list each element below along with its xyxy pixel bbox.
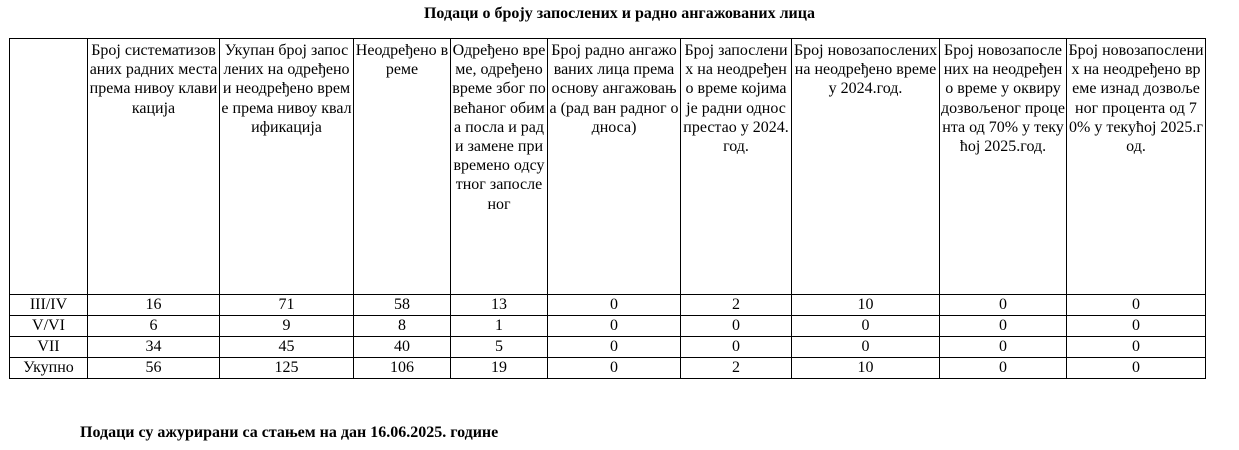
header-level <box>10 39 88 295</box>
cell-value: 0 <box>681 316 792 337</box>
cell-value: 0 <box>548 337 681 358</box>
cell-level: V/VI <box>10 316 88 337</box>
cell-value: 0 <box>1067 316 1206 337</box>
header-total-employees: Укупан број запослених на одређено и неодређено време према нивоу квалификација <box>220 39 354 295</box>
header-indefinite-term: Неодређено време <box>354 39 451 295</box>
table-row-iii-iv <box>10 295 1206 316</box>
cell-value: 58 <box>354 295 451 316</box>
cell-level: VII <box>10 337 88 358</box>
cell-value: 0 <box>1067 358 1206 379</box>
table-row-v-vi <box>10 316 1206 337</box>
header-new-hires-within-quota: Број новозапослених на неодређено време у оквиру дозвољеног процента од 70% у текућој 2025.год. <box>940 39 1067 295</box>
cell-value: 71 <box>220 295 354 316</box>
header-engaged-persons: Број радно ангажованих лица према основу ангажовања (рад ван радног односа) <box>548 39 681 295</box>
cell-value: 13 <box>451 295 548 316</box>
cell-value: 0 <box>940 358 1067 379</box>
cell-value: 2 <box>681 295 792 316</box>
cell-value: 106 <box>354 358 451 379</box>
cell-value: 6 <box>88 316 220 337</box>
update-date-note: Подаци су ажурирани са стањем на дан 16.06.2025. године <box>80 424 499 441</box>
cell-value: 0 <box>940 316 1067 337</box>
cell-value: 1 <box>451 316 548 337</box>
cell-value: 19 <box>451 358 548 379</box>
cell-level: III/IV <box>10 295 88 316</box>
cell-value: 8 <box>354 316 451 337</box>
cell-value: 0 <box>548 295 681 316</box>
cell-value: 16 <box>88 295 220 316</box>
header-terminated-2024: Број запослених на неодређено време којима је радни однос престао у 2024. год. <box>681 39 792 295</box>
header-fixed-term: Одређено време, одређено време због повећаног обима посла и ради замене привремено одсутног запосленог <box>451 39 548 295</box>
employee-data-table <box>9 38 1206 379</box>
table-row-vii <box>10 337 1206 358</box>
table-row-total <box>10 358 1206 379</box>
header-systematized-positions: Број систематизованих радних места према нивоу клавикација <box>88 39 220 295</box>
cell-value: 0 <box>548 316 681 337</box>
cell-value: 5 <box>451 337 548 358</box>
header-new-hires-above-quota: Број новозапослених на неодређено време изнад дозвољеног процента од 70% у текућој 2025.год. <box>1067 39 1206 295</box>
cell-value: 0 <box>681 337 792 358</box>
cell-value: 2 <box>681 358 792 379</box>
cell-value: 0 <box>1067 337 1206 358</box>
cell-value: 10 <box>792 358 940 379</box>
cell-value: 0 <box>940 295 1067 316</box>
cell-value: 9 <box>220 316 354 337</box>
cell-value: 56 <box>88 358 220 379</box>
cell-value: 34 <box>88 337 220 358</box>
document-title: Подаци о броју запослених и радно ангажованих лица <box>423 5 815 22</box>
cell-value: 0 <box>940 337 1067 358</box>
header-row <box>10 39 1206 295</box>
cell-value: 0 <box>792 316 940 337</box>
cell-value: 10 <box>792 295 940 316</box>
cell-value: 0 <box>792 337 940 358</box>
cell-value: 45 <box>220 337 354 358</box>
cell-value: 125 <box>220 358 354 379</box>
header-new-hires-2024: Број новозапослених на неодређено време у 2024.год. <box>792 39 940 295</box>
cell-level: Укупно <box>10 358 88 379</box>
cell-value: 0 <box>1067 295 1206 316</box>
cell-value: 40 <box>354 337 451 358</box>
cell-value: 0 <box>548 358 681 379</box>
